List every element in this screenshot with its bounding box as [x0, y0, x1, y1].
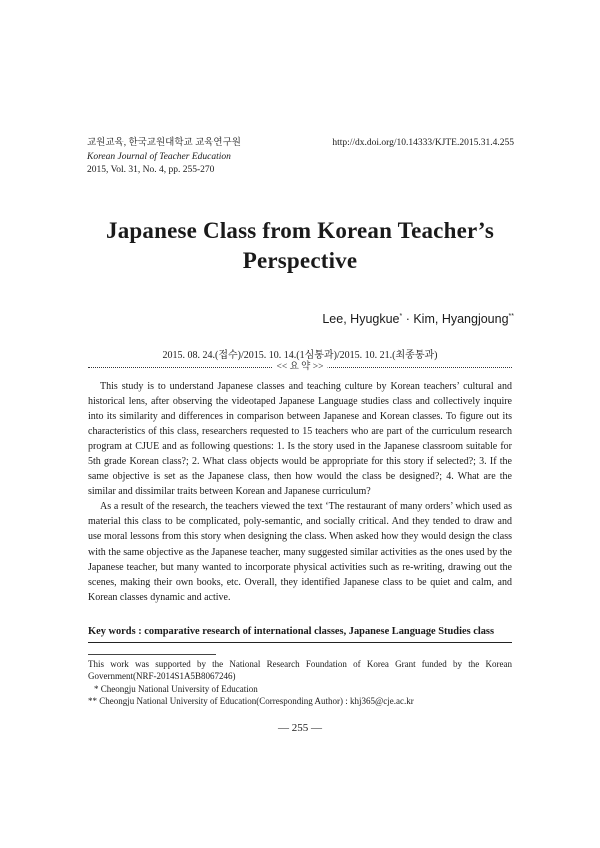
- footnote-rule: [88, 654, 216, 655]
- journal-header: [87, 137, 241, 178]
- doi-link[interactable]: http://dx.doi.org/10.14333/KJTE.2015.31.4.255: [332, 138, 514, 148]
- keywords: Key words : comparative research of international classes, Japanese Language Studies class: [88, 626, 494, 637]
- author-separator: ·: [402, 312, 414, 326]
- abstract-paragraph-1: This study is to understand Japanese classes and teaching culture by Korean teachers’ cultural and historical lens, after observing the videotaped Japanese Language studies class and collectively inquire into its similarity and differences in comparison between Japanese and Korean classes. To figure out its characteristics of this class, researchers requested to 15 teachers who are part of the curriculum research program at CJUE and as following questions: 1. Is the story used in the Japanese classroom suitable for 5th grade Korean class?; 2. What class objects would be appropriate for this story if selected?; 3. If the same objective is set as the Japanese class, then how would the class be designed?; 4. What are the similar and dissimilar traits between Korean and Japanese curriculum?: [88, 381, 512, 498]
- keywords-rule: [88, 642, 512, 643]
- abstract-divider: [88, 361, 512, 373]
- author-2-name: Kim, Hyangjoung: [413, 312, 509, 326]
- review-dates: 2015. 08. 24.(접수)/2015. 10. 14.(1심통과)/2015. 10. 21.(최종통과): [162, 350, 438, 361]
- author-list: [322, 312, 514, 326]
- affiliation-2: ** Cheongju National University of Education(Corresponding Author) : khj365@cje.ac.kr: [88, 696, 414, 707]
- title-line-1: Japanese Class from Korean Teacher’s: [106, 218, 494, 243]
- abstract: [88, 379, 512, 605]
- abstract-label: << 요 약 >>: [273, 361, 328, 373]
- volume-info: 2015, Vol. 31, No. 4, pp. 255-270: [87, 165, 215, 175]
- author-1-mark: *: [399, 312, 403, 320]
- author-1-name: Lee, Hyugkue: [322, 312, 400, 326]
- journal-name: Korean Journal of Teacher Education: [87, 151, 231, 162]
- author-2-mark: **: [508, 312, 514, 320]
- abstract-paragraph-2: As a result of the research, the teachers viewed the text ‘The restaurant of many orders’ which used as material this class to be complicated, poly-semantic, and socially critical. And they tended to draw and use moral lessons from this story when designing the class. When asked how they would design the class with the same objective as the Japanese teacher, many suggested similar activities as the ones used by the Japanese teacher, but many wanted to incorporate physical activities such as re-writing, drawing out the scenes, making their own books, etc. Overall, they identified Japanese class to be quiet and calm, and Korean classes dynamic and active.: [88, 501, 512, 603]
- institution-line: 교원교육, 한국교원대학교 교육연구원: [87, 138, 241, 148]
- page-number: ― 255 ―: [278, 722, 322, 734]
- funding-note: This work was supported by the National Research Foundation of Korea Grant funded by the Korean Government(NRF-2014S1A5B8067246): [88, 659, 512, 682]
- footnotes: [88, 658, 512, 708]
- affiliation-1: * Cheongju National University of Education: [94, 683, 258, 694]
- paper-title: [60, 216, 540, 276]
- title-line-2: Perspective: [242, 248, 358, 273]
